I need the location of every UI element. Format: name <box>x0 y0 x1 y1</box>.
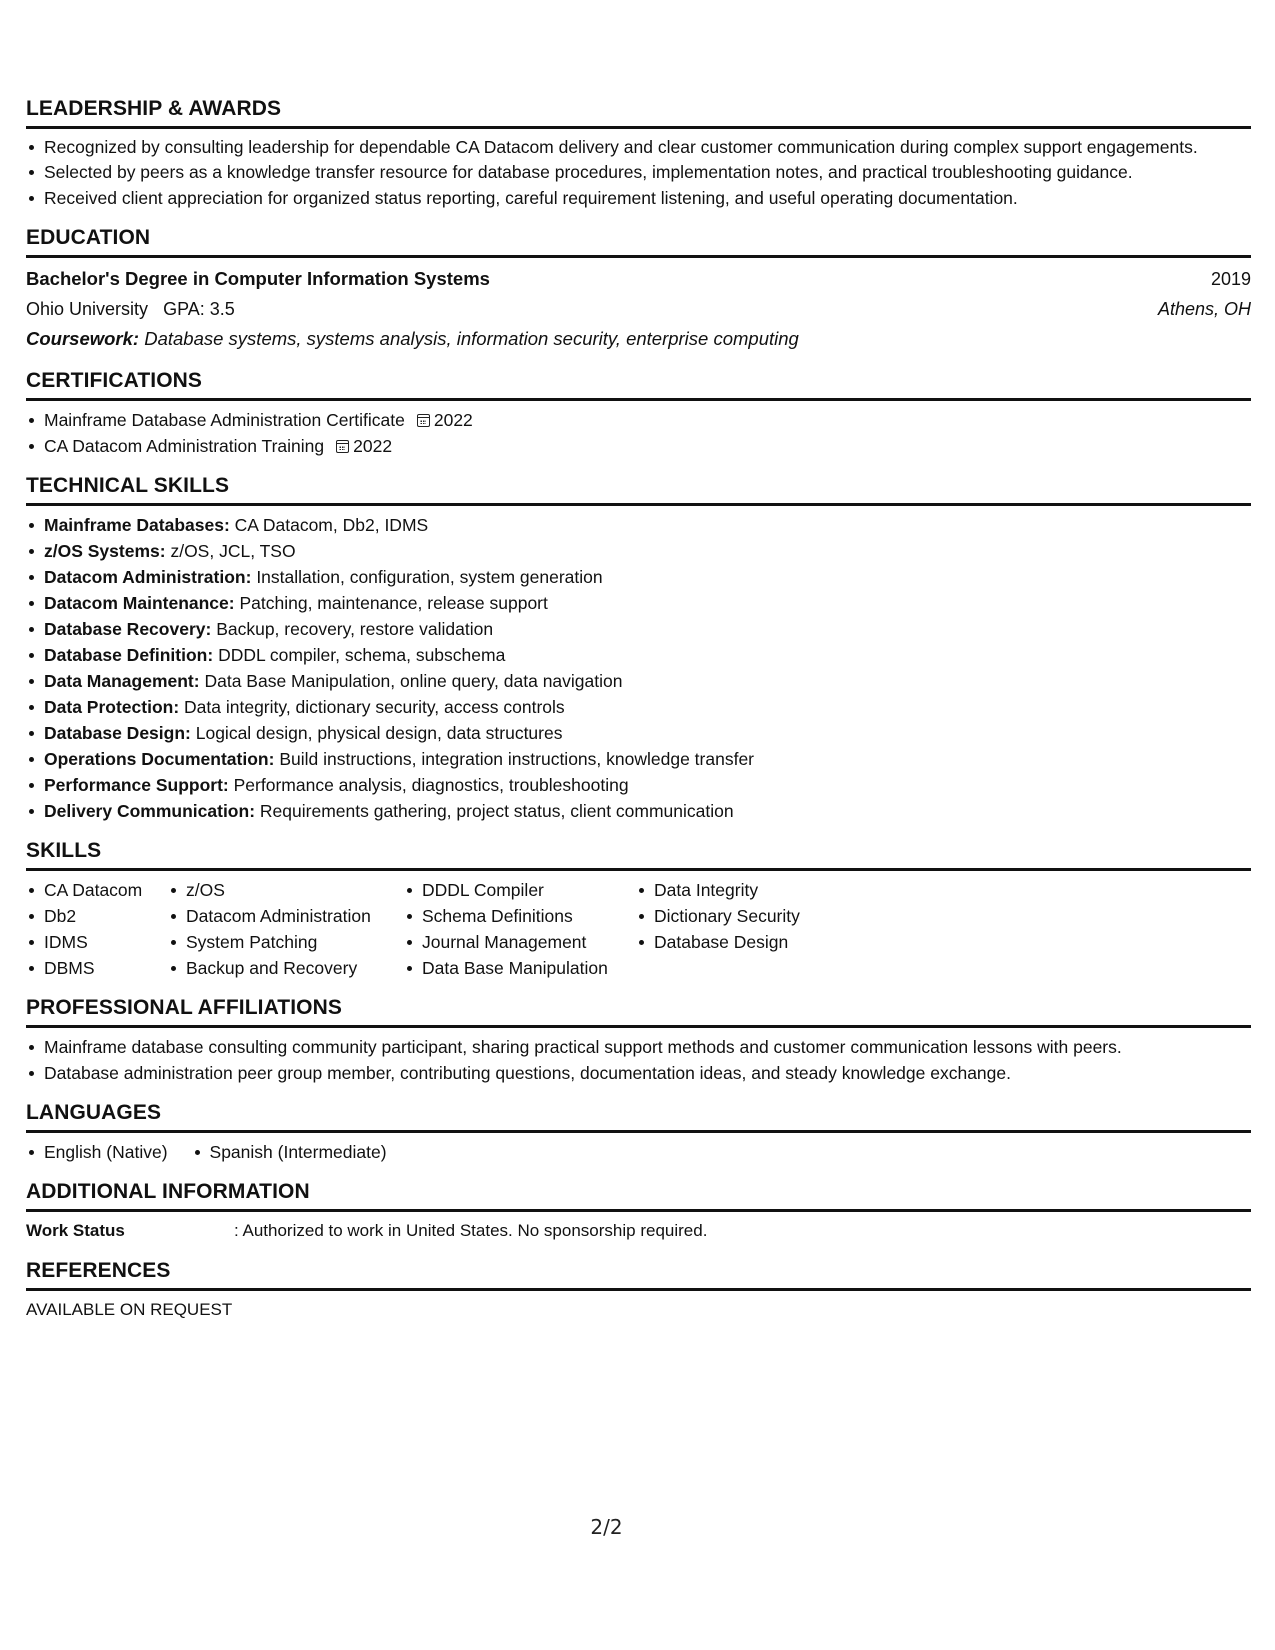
technical-skill-value: DDDL compiler, schema, subschema <box>218 645 506 665</box>
skill-item: z/OS <box>168 877 404 903</box>
certification-item <box>26 433 1251 459</box>
work-status-value: : Authorized to work in United States. No sponsorship required. <box>234 1221 708 1240</box>
technical-skill-item <box>26 512 1251 538</box>
section-title-leadership: LEADERSHIP & AWARDS <box>26 96 1251 129</box>
certifications-section <box>26 368 1251 459</box>
skills-section <box>26 838 1251 981</box>
skill-item: Dictionary Security <box>636 903 856 929</box>
certification-name: CA Datacom Administration Training <box>44 436 325 456</box>
education-year: 2019 <box>1210 269 1251 289</box>
calendar-icon <box>336 440 349 453</box>
language-item: Spanish (Intermediate) <box>192 1139 387 1165</box>
leadership-item: Selected by peers as a knowledge transfer resource for database procedures, implementation notes, and practical troubleshooting guidance. <box>26 159 1251 185</box>
coursework-label: Coursework: <box>26 328 140 349</box>
education-coursework <box>26 324 1251 354</box>
technical-skill-value: z/OS, JCL, TSO <box>170 541 296 561</box>
language-item: English (Native) <box>26 1139 168 1165</box>
technical-skill-item <box>26 642 1251 668</box>
education-gpa: GPA: 3.5 <box>163 299 235 319</box>
technical-skill-label: Operations Documentation: <box>44 749 275 769</box>
technical-skill-value: Data Base Manipulation, online query, data navigation <box>204 671 623 691</box>
technical-skill-value: Backup, recovery, restore validation <box>216 619 494 639</box>
technical-skill-value: Performance analysis, diagnostics, troubleshooting <box>233 775 629 795</box>
section-title-skills: SKILLS <box>26 838 1251 871</box>
technical-skill-value: CA Datacom, Db2, IDMS <box>234 515 429 535</box>
education-degree: Bachelor's Degree in Computer Information Systems <box>26 268 490 289</box>
technical-skill-item <box>26 564 1251 590</box>
skills-grid <box>26 877 1251 981</box>
skill-item: System Patching <box>168 929 404 955</box>
skill-item: Datacom Administration <box>168 903 404 929</box>
section-title-references: REFERENCES <box>26 1258 1251 1291</box>
technical-skill-label: Database Recovery: <box>44 619 212 639</box>
skills-column <box>404 877 636 981</box>
work-status-label: Work Status <box>26 1221 125 1240</box>
technical-skill-value: Patching, maintenance, release support <box>239 593 548 613</box>
technical-skill-label: Database Definition: <box>44 645 214 665</box>
section-title-languages: LANGUAGES <box>26 1100 1251 1133</box>
affiliations-list <box>26 1034 1251 1086</box>
section-title-education: EDUCATION <box>26 225 1251 258</box>
education-section <box>26 225 1251 354</box>
skill-item: Data Integrity <box>636 877 856 903</box>
technical-skill-label: Data Protection: <box>44 697 180 717</box>
certification-item <box>26 407 1251 433</box>
technical-skill-item <box>26 772 1251 798</box>
education-degree-row <box>26 264 1251 294</box>
skill-item: Schema Definitions <box>404 903 636 929</box>
certifications-list <box>26 407 1251 459</box>
leadership-list <box>26 135 1251 211</box>
resume-content <box>26 96 1251 1337</box>
technical-skill-value: Build instructions, integration instructions, knowledge transfer <box>279 749 754 769</box>
technical-skill-item <box>26 538 1251 564</box>
technical-skill-value: Logical design, physical design, data structures <box>195 723 563 743</box>
leadership-item: Received client appreciation for organized status reporting, careful requirement listening, and useful operating documentation. <box>26 185 1251 211</box>
coursework-text: Database systems, systems analysis, information security, enterprise computing <box>144 328 799 349</box>
skill-item: Db2 <box>26 903 168 929</box>
leadership-item: Recognized by consulting leadership for dependable CA Datacom delivery and clear customer communication during complex support engagements. <box>26 135 1251 159</box>
certification-name: Mainframe Database Administration Certificate <box>44 410 405 430</box>
technical-skills-list <box>26 512 1251 824</box>
technical-skill-value: Data integrity, dictionary security, access controls <box>184 697 565 717</box>
section-title-additional-info: ADDITIONAL INFORMATION <box>26 1179 1251 1212</box>
technical-skill-label: Datacom Maintenance: <box>44 593 235 613</box>
skills-column <box>636 877 856 981</box>
work-status-row <box>26 1218 1251 1244</box>
skill-item: Database Design <box>636 929 856 955</box>
skill-item: Backup and Recovery <box>168 955 404 981</box>
calendar-icon <box>417 414 430 427</box>
education-entry <box>26 264 1251 354</box>
education-school-row <box>26 294 1251 324</box>
technical-skill-label: Performance Support: <box>44 775 229 795</box>
affiliation-item: Mainframe database consulting community participant, sharing practical support methods and customer communication lessons with peers. <box>26 1034 1251 1060</box>
leadership-section <box>26 96 1251 211</box>
affiliation-item: Database administration peer group member, contributing questions, documentation ideas, and steady knowledge exchange. <box>26 1060 1251 1086</box>
certification-year: 2022 <box>353 436 393 456</box>
technical-skill-item <box>26 720 1251 746</box>
technical-skill-value: Requirements gathering, project status, client communication <box>259 801 734 821</box>
technical-skill-label: Datacom Administration: <box>44 567 252 587</box>
technical-skill-item <box>26 746 1251 772</box>
education-school-line <box>26 294 235 324</box>
technical-skill-item <box>26 668 1251 694</box>
skill-item: CA Datacom <box>26 877 168 903</box>
technical-skill-label: Mainframe Databases: <box>44 515 230 535</box>
skills-column <box>168 877 404 981</box>
technical-skill-label: z/OS Systems: <box>44 541 166 561</box>
section-title-certifications: CERTIFICATIONS <box>26 368 1251 401</box>
additional-info-section <box>26 1179 1251 1244</box>
technical-skill-item <box>26 590 1251 616</box>
education-location: Athens, OH <box>1157 299 1251 319</box>
section-title-affiliations: PROFESSIONAL AFFILIATIONS <box>26 995 1251 1028</box>
skill-item: DDDL Compiler <box>404 877 636 903</box>
technical-skill-label: Data Management: <box>44 671 200 691</box>
technical-skills-section <box>26 473 1251 824</box>
skill-item: IDMS <box>26 929 168 955</box>
technical-skill-label: Delivery Communication: <box>44 801 256 821</box>
education-school: Ohio University <box>26 299 149 319</box>
skill-item: Data Base Manipulation <box>404 955 636 981</box>
references-section <box>26 1258 1251 1323</box>
certification-year: 2022 <box>433 410 473 430</box>
skills-column <box>26 877 168 981</box>
technical-skill-item <box>26 694 1251 720</box>
references-text: AVAILABLE ON REQUEST <box>26 1300 233 1319</box>
skill-item: DBMS <box>26 955 168 981</box>
affiliations-section <box>26 995 1251 1086</box>
section-title-technical-skills: TECHNICAL SKILLS <box>26 473 1251 506</box>
technical-skill-label: Database Design: <box>44 723 191 743</box>
technical-skill-item <box>26 616 1251 642</box>
skill-item: Journal Management <box>404 929 636 955</box>
technical-skill-value: Installation, configuration, system generation <box>256 567 603 587</box>
page-number: 2/2 <box>590 1515 623 1539</box>
languages-section <box>26 1100 1251 1165</box>
languages-list <box>26 1139 1251 1165</box>
technical-skill-item <box>26 798 1251 824</box>
